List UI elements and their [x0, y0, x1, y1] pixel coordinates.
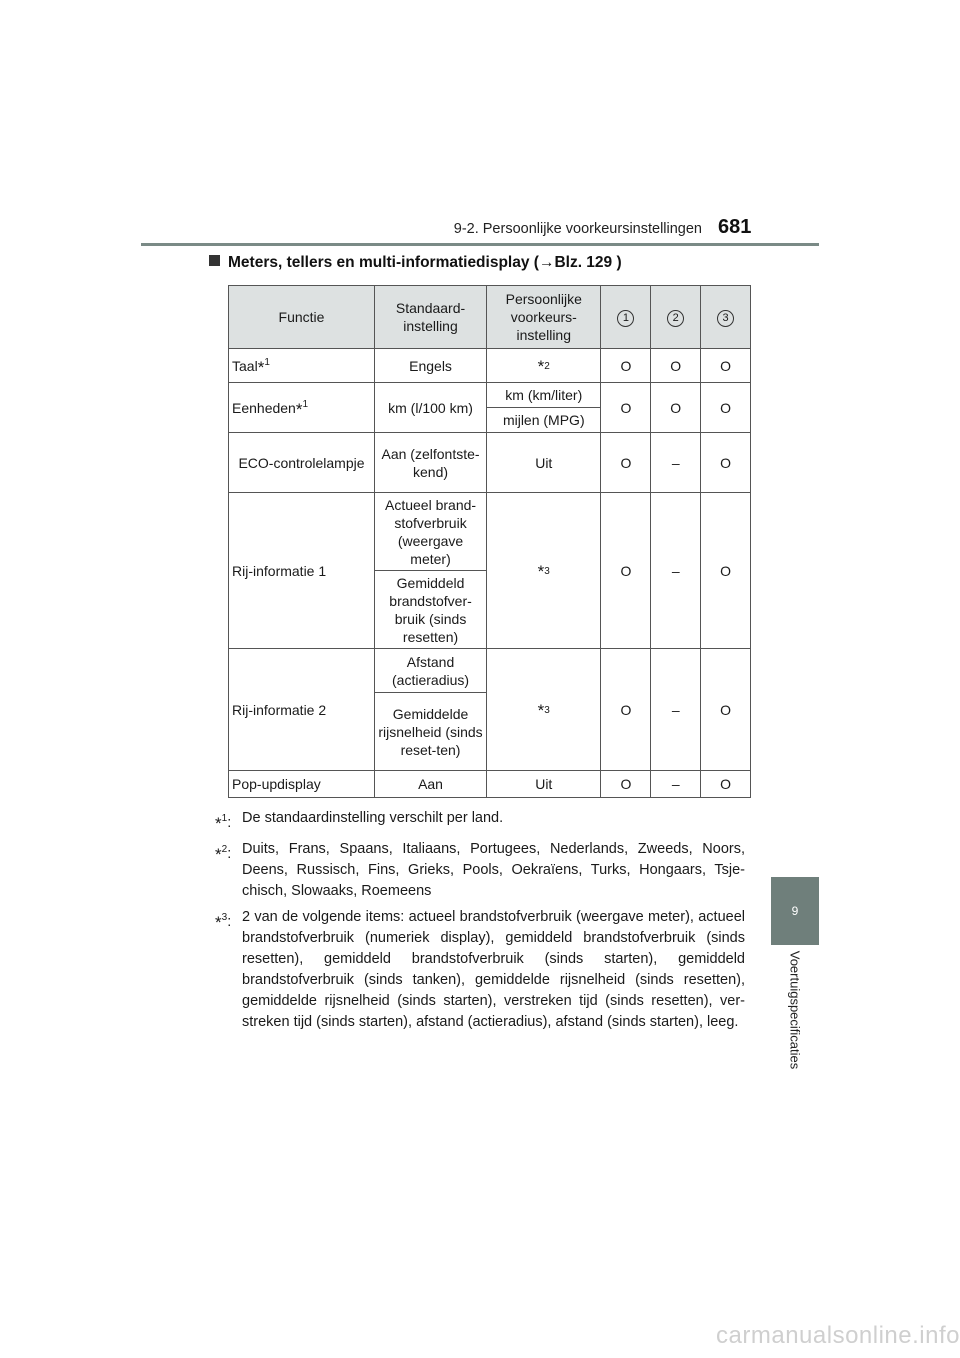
- cell-functie: Taal*$^1$: [229, 349, 375, 383]
- page-number: 681: [718, 216, 752, 238]
- circled-number-3: 3: [717, 310, 734, 327]
- header-persoonlijk: Persoonlijke voorkeurs-instelling: [487, 286, 601, 349]
- cell-functie: Eenheden*$^1$: [229, 383, 375, 433]
- watermark: carmanualsonline.info: [716, 1322, 960, 1349]
- table-row: [229, 771, 751, 798]
- cell-persoonlijk: *3: [487, 649, 601, 771]
- cell-col-2: –: [651, 433, 701, 493]
- chapter-tab: [771, 877, 819, 945]
- cell-col-3: O: [701, 649, 751, 771]
- cell-col-2: –: [651, 649, 701, 771]
- table-row: [229, 649, 751, 693]
- cell-functie: Rij-informatie 1: [229, 493, 375, 649]
- cell-standaard: Actueel brand-stofverbruik (weergave meter): [374, 493, 486, 571]
- header-divider: [141, 243, 819, 246]
- footnote-text: De standaardinstelling verschilt per land.: [242, 810, 504, 826]
- cell-col-3: O: [701, 349, 751, 383]
- header-functie: Functie: [229, 286, 375, 349]
- section-title: 9-2. Persoonlijke voorkeursinstellingen: [453, 221, 702, 237]
- cell-col-2: –: [651, 771, 701, 798]
- cell-functie: ECO-controlelampje: [229, 433, 375, 493]
- cell-option-1: km (km/liter): [487, 383, 601, 408]
- cell-col-3: O: [701, 771, 751, 798]
- circled-number-2: 2: [667, 310, 684, 327]
- cell-col-2: –: [651, 493, 701, 649]
- cell-col-1: O: [601, 349, 651, 383]
- header-col-2: [651, 286, 701, 349]
- cell-standaard: Aan (zelfontste-kend): [374, 433, 486, 493]
- settings-table: [228, 285, 751, 798]
- cell-persoonlijk: Uit: [487, 771, 601, 798]
- table-row: [229, 383, 751, 408]
- cell-persoonlijk: *3: [487, 493, 601, 649]
- cell-col-3: O: [701, 433, 751, 493]
- cell-standaard: Engels: [374, 349, 486, 383]
- header-standaard: Standaard-instelling: [374, 286, 486, 349]
- chapter-number: 9: [791, 904, 799, 918]
- cell-persoonlijk: *2: [487, 349, 601, 383]
- cell-col-1: O: [601, 383, 651, 433]
- header-col-3: [701, 286, 751, 349]
- cell-functie: Rij-informatie 2: [229, 649, 375, 771]
- chapter-label: Voertuigspecificaties: [787, 950, 803, 1070]
- footnote-2: *$^2$: Duits, Frans, Spaans, Italiaans, Portugees, Nederlands, Zweeds, Noors, Deens, Russisch, Fins, Grieks, Pools, Oekraïens, Turks, Hongaars, Tsje-chisch, Slowaaks, Roemeens: [215, 839, 745, 902]
- cell-persoonlijk: Uit: [487, 433, 601, 493]
- cell-option-2: mijlen (MPG): [487, 408, 601, 433]
- cell-col-2: O: [651, 349, 701, 383]
- table-row: [229, 433, 751, 493]
- cell-standaard: Aan: [374, 771, 486, 798]
- cell-standaard: Gemiddeld brandstofver-bruik (sinds resetten): [374, 571, 486, 649]
- cell-col-1: O: [601, 433, 651, 493]
- table-header-row: [229, 286, 751, 349]
- table-row: [229, 493, 751, 571]
- cell-col-1: O: [601, 493, 651, 649]
- section-heading-text: Meters, tellers en multi-informatiedisplay (→Blz. 129 ): [228, 254, 622, 271]
- circled-number-1: 1: [617, 310, 634, 327]
- cell-col-3: O: [701, 383, 751, 433]
- cell-col-1: O: [601, 771, 651, 798]
- square-bullet-icon: [209, 255, 220, 266]
- asterisk-mark: *: [257, 358, 265, 377]
- cell-standaard: km (l/100 km): [374, 383, 486, 433]
- footnote-1: *$^1$: De standaardinstelling verschilt per land.: [215, 808, 745, 834]
- footnote-3: *$^3$: 2 van de volgende items: actueel brandstofverbruik (weergave meter), actueel brandstofverbruik (numeriek display), gemiddeld brandstofverbruik (sinds resetten), gemiddeld brandstofverbruik (sinds starten), gemiddeld brandstofverbruik (sinds tanken), gemiddelde rijsnelheid (sinds resetten), gemiddelde rijsnelheid (sinds starten), verstreken tijd (sinds resetten), ver-streken tijd (sinds starten), afstand (actieradius), afstand (sinds starten), leeg.: [215, 907, 745, 1033]
- footnotes: [215, 808, 745, 1038]
- cell-functie: Pop-updisplay: [229, 771, 375, 798]
- footnote-text: 2 van de volgende items: actueel brandstofverbruik (weergave meter), actueel brandstofverbruik (numeriek display), gemiddeld brandstofverbruik (sinds resetten), gemiddeld brandstofverbruik (sinds starten), gemiddeld brandstofverbruik (sinds tanken), gemiddelde rijsnelheid (sinds resetten), gemiddelde rijsnelheid (sinds starten), verstreken tijd (sinds resetten), ver-streken tijd (sinds starten), afstand (actieradius), afstand (sinds starten), leeg.: [242, 909, 745, 1030]
- cell-col-3: O: [701, 493, 751, 649]
- footnote-text: Duits, Frans, Spaans, Italiaans, Portugees, Nederlands, Zweeds, Noors, Deens, Russisch, Fins, Grieks, Pools, Oekraïens, Turks, Hongaars, Tsje-chisch, Slowaaks, Roemeens: [242, 841, 745, 899]
- table-row: [229, 349, 751, 383]
- header-col-1: [601, 286, 651, 349]
- asterisk-mark: *: [295, 400, 303, 419]
- cell-col-2: O: [651, 383, 701, 433]
- section-heading: [209, 254, 622, 272]
- cell-standaard: Gemiddelde rijsnelheid (sinds reset-ten): [374, 693, 486, 771]
- cell-standaard: Afstand (actieradius): [374, 649, 486, 693]
- cell-col-1: O: [601, 649, 651, 771]
